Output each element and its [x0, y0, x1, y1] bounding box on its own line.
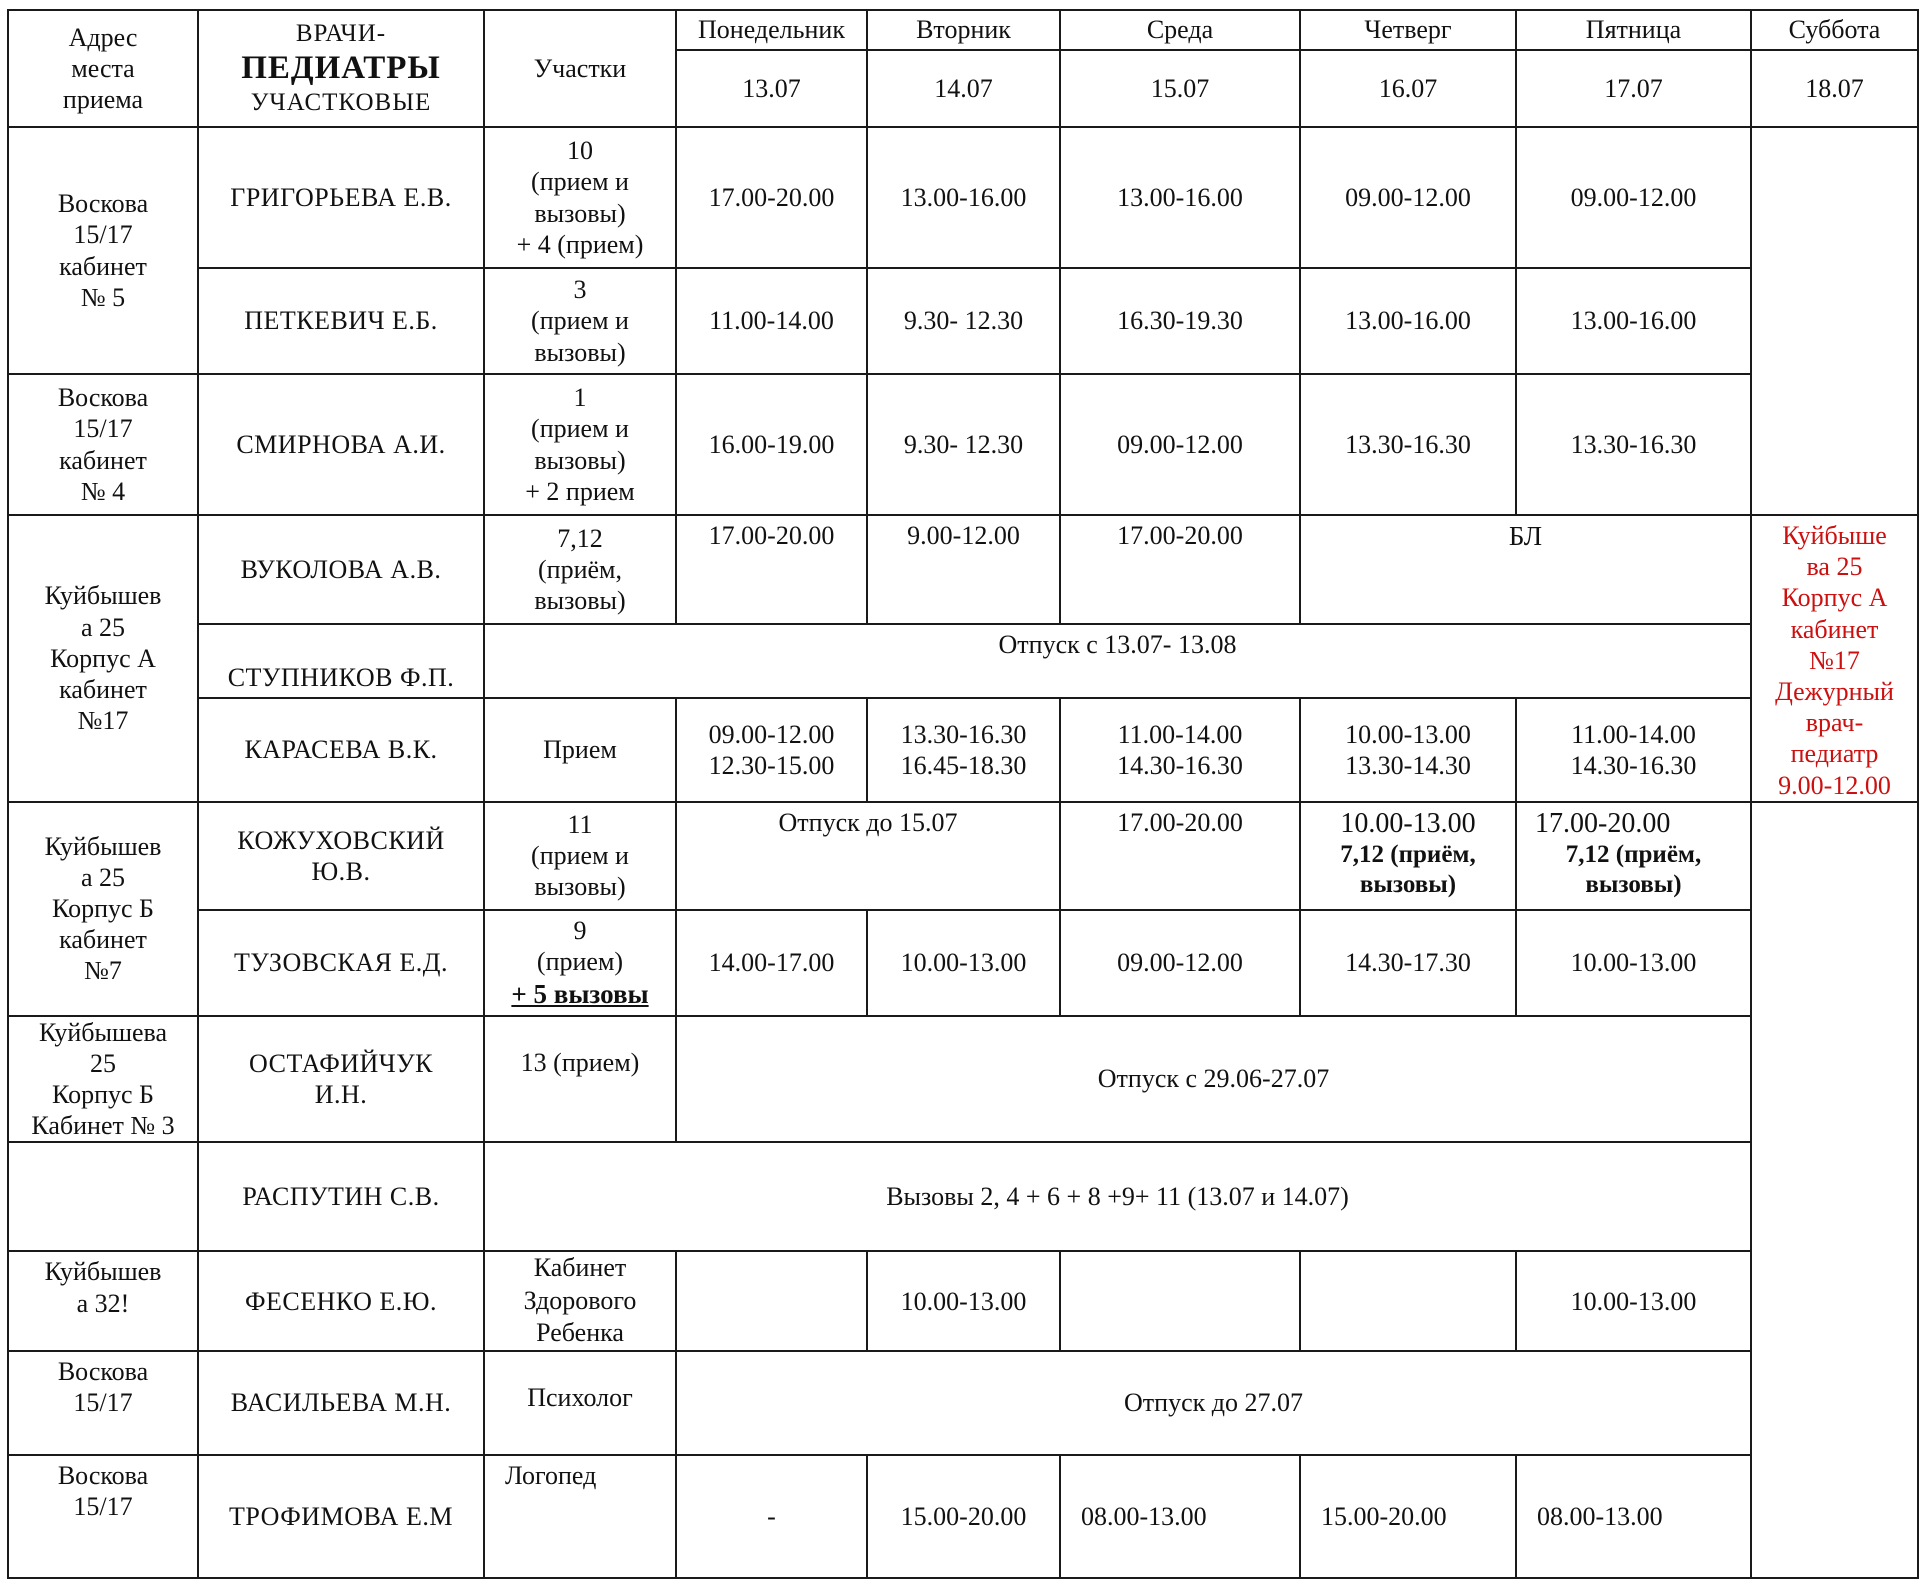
header-row	[8, 10, 1918, 50]
schedule-table	[7, 9, 1919, 1579]
time-cell-fri: 17.00-20.00 7,12 (приём, вызовы)	[1516, 802, 1751, 910]
address-cell-empty	[8, 1142, 198, 1251]
doctor-name: ФЕСЕНКО Е.Ю.	[198, 1251, 484, 1351]
time-cell-mon: -	[676, 1455, 867, 1578]
time-cell-thu: 10.00-13.00 7,12 (приём, вызовы)	[1300, 802, 1516, 910]
day-name-mon: Понедельник	[676, 10, 867, 50]
header-address: Адрес места приема	[8, 10, 198, 127]
day-date-fri: 17.07	[1516, 50, 1751, 127]
sections-cell: Прием	[484, 698, 676, 802]
sections-cell: Психолог	[484, 1351, 676, 1455]
table-row	[8, 624, 1918, 698]
day-name-thu: Четверг	[1300, 10, 1516, 50]
saturday-empty-cell	[1751, 802, 1918, 1578]
header-doctors: ВРАЧИ- ПЕДИАТРЫ УЧАСТКОВЫЕ	[198, 10, 484, 127]
time-cell-mon	[676, 1251, 867, 1351]
address-cell: Воскова 15/17	[8, 1351, 198, 1455]
table-row	[8, 1455, 1918, 1578]
doctor-name: ТУЗОВСКАЯ Е.Д.	[198, 910, 484, 1016]
doctor-name: ГРИГОРЬЕВА Е.В.	[198, 127, 484, 268]
table-row	[8, 802, 1918, 910]
time-cell-thu: 13.30-16.30	[1300, 374, 1516, 515]
time-cell-mon: 09.00-12.00 12.30-15.00	[676, 698, 867, 802]
sections-cell: 10 (прием и вызовы) + 4 (прием)	[484, 127, 676, 268]
sections-cell: 13 (прием)	[484, 1016, 676, 1143]
time-cell-wed: 08.00-13.00	[1060, 1455, 1300, 1578]
address-cell: Воскова 15/17 кабинет № 5	[8, 127, 198, 374]
doctor-name: ТРОФИМОВА Е.М	[198, 1455, 484, 1578]
time-cell-thu: 15.00-20.00	[1300, 1455, 1516, 1578]
doctor-name: ВУКОЛОВА А.В.	[198, 515, 484, 624]
doctor-name: КАРАСЕВА В.К.	[198, 698, 484, 802]
day-date-wed: 15.07	[1060, 50, 1300, 127]
vacation-cell: Отпуск с 13.07- 13.08	[484, 624, 1751, 698]
schedule-sheet	[7, 9, 1917, 1565]
time-cell-tue: 13.00-16.00	[867, 127, 1060, 268]
time-cell-tue: 9.00-12.00	[867, 515, 1060, 624]
time-cell-thu	[1300, 1251, 1516, 1351]
sections-cell: 7,12 (приём, вызовы)	[484, 515, 676, 624]
calls-cell: Вызовы 2, 4 + 6 + 8 +9+ 11 (13.07 и 14.07)	[484, 1142, 1751, 1251]
time-cell-mon: 17.00-20.00	[676, 515, 867, 624]
time-cell-fri: 09.00-12.00	[1516, 127, 1751, 268]
day-name-wed: Среда	[1060, 10, 1300, 50]
vacation-cell: Отпуск с 29.06-27.07	[676, 1016, 1751, 1143]
time-cell-thu: 09.00-12.00	[1300, 127, 1516, 268]
time-cell-thu: 14.30-17.30	[1300, 910, 1516, 1016]
saturday-duty-cell: Куйбыше ва 25 Корпус А кабинет №17 Дежурный врач- педиатр 9.00-12.00	[1751, 515, 1918, 802]
time-cell-tue: 10.00-13.00	[867, 910, 1060, 1016]
sections-cell: Логопед	[484, 1455, 676, 1578]
table-row	[8, 1142, 1918, 1251]
address-cell: Куйбышев а 32!	[8, 1251, 198, 1351]
doctor-name: ВАСИЛЬЕВА М.Н.	[198, 1351, 484, 1455]
doctor-name: РАСПУТИН С.В.	[198, 1142, 484, 1251]
day-name-fri: Пятница	[1516, 10, 1751, 50]
vacation-cell: Отпуск до 15.07	[676, 802, 1060, 910]
time-cell-tue: 15.00-20.00	[867, 1455, 1060, 1578]
doctor-name: ПЕТКЕВИЧ Е.Б.	[198, 268, 484, 374]
sections-cell: 11 (прием и вызовы)	[484, 802, 676, 910]
time-cell-fri: 11.00-14.00 14.30-16.30	[1516, 698, 1751, 802]
sick-leave-cell: БЛ	[1300, 515, 1751, 624]
vacation-cell: Отпуск до 27.07	[676, 1351, 1751, 1455]
day-date-thu: 16.07	[1300, 50, 1516, 127]
address-cell: Куйбышев а 25 Корпус А кабинет №17	[8, 515, 198, 802]
table-row	[8, 1251, 1918, 1351]
sections-cell: 9 (прием) + 5 вызовы	[484, 910, 676, 1016]
time-cell-fri: 10.00-13.00	[1516, 1251, 1751, 1351]
time-cell-mon: 11.00-14.00	[676, 268, 867, 374]
table-row	[8, 1351, 1918, 1455]
time-cell-tue: 13.30-16.30 16.45-18.30	[867, 698, 1060, 802]
time-cell-mon: 17.00-20.00	[676, 127, 867, 268]
time-cell-wed: 13.00-16.00	[1060, 127, 1300, 268]
table-row	[8, 1016, 1918, 1143]
doctor-name: ОСТАФИЙЧУК И.Н.	[198, 1016, 484, 1143]
doctor-name: СМИРНОВА А.И.	[198, 374, 484, 515]
time-cell-thu: 10.00-13.00 13.30-14.30	[1300, 698, 1516, 802]
table-row	[8, 127, 1918, 268]
time-cell-wed: 17.00-20.00	[1060, 515, 1300, 624]
sections-cell: Кабинет Здорового Ребенка	[484, 1251, 676, 1351]
time-cell-tue: 9.30- 12.30	[867, 268, 1060, 374]
address-cell: Куйбышев а 25 Корпус Б кабинет №7	[8, 802, 198, 1016]
address-cell: Воскова 15/17	[8, 1455, 198, 1578]
time-cell-tue: 9.30- 12.30	[867, 374, 1060, 515]
table-row	[8, 910, 1918, 1016]
address-cell: Куйбышева 25 Корпус Б Кабинет № 3	[8, 1016, 198, 1143]
time-cell-wed: 11.00-14.00 14.30-16.30	[1060, 698, 1300, 802]
time-cell-mon: 14.00-17.00	[676, 910, 867, 1016]
day-name-sat: Суббота	[1751, 10, 1918, 50]
table-row	[8, 268, 1918, 374]
address-cell: Воскова 15/17 кабинет № 4	[8, 374, 198, 515]
time-cell-wed: 17.00-20.00	[1060, 802, 1300, 910]
sections-cell: 3 (прием и вызовы)	[484, 268, 676, 374]
doctor-name: СТУПНИКОВ Ф.П.	[198, 624, 484, 698]
time-cell-fri: 13.00-16.00	[1516, 268, 1751, 374]
time-cell-wed: 09.00-12.00	[1060, 910, 1300, 1016]
time-cell-tue: 10.00-13.00	[867, 1251, 1060, 1351]
table-row	[8, 698, 1918, 802]
time-cell-wed: 16.30-19.30	[1060, 268, 1300, 374]
day-name-tue: Вторник	[867, 10, 1060, 50]
doctor-name: КОЖУХОВСКИЙ Ю.В.	[198, 802, 484, 910]
day-date-mon: 13.07	[676, 50, 867, 127]
time-cell-wed	[1060, 1251, 1300, 1351]
time-cell-thu: 13.00-16.00	[1300, 268, 1516, 374]
header-sections: Участки	[484, 10, 676, 127]
time-cell-fri: 10.00-13.00	[1516, 910, 1751, 1016]
table-row	[8, 374, 1918, 515]
time-cell-mon: 16.00-19.00	[676, 374, 867, 515]
time-cell-fri: 13.30-16.30	[1516, 374, 1751, 515]
time-cell-fri: 08.00-13.00	[1516, 1455, 1751, 1578]
day-date-sat: 18.07	[1751, 50, 1918, 127]
saturday-empty-cell	[1751, 127, 1918, 515]
sections-cell: 1 (прием и вызовы) + 2 прием	[484, 374, 676, 515]
time-cell-wed: 09.00-12.00	[1060, 374, 1300, 515]
day-date-tue: 14.07	[867, 50, 1060, 127]
table-row	[8, 515, 1918, 624]
